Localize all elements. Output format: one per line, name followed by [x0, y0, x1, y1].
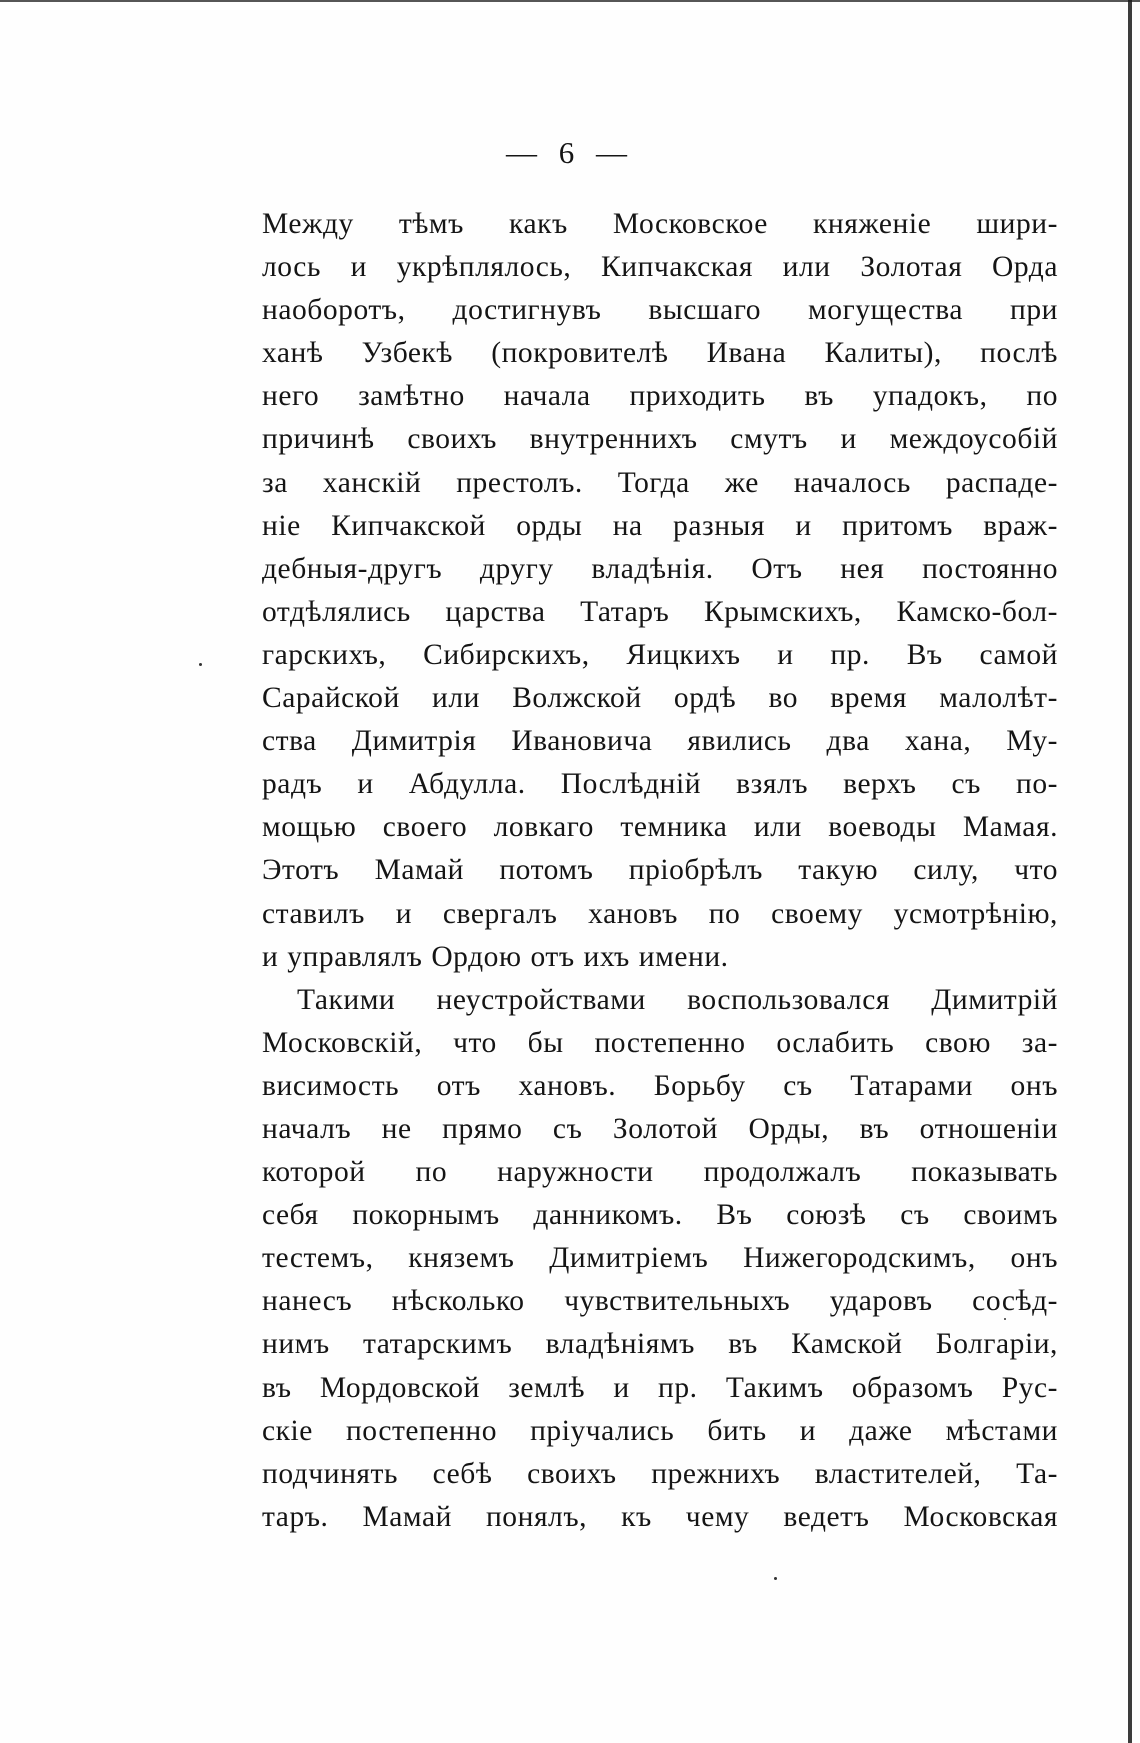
- text-line: Этотъ Мамай потомъ пріобрѣлъ такую силу, что: [262, 854, 1058, 887]
- text-line: и управлялъ Ордою отъ ихъ имени.: [262, 940, 729, 973]
- paragraph-2: [262, 979, 1058, 1539]
- text-line: мощью своего ловкаго темника или воеводы Мамая.: [262, 811, 1058, 844]
- text-line: Московскій, что бы постепенно ослабить свою за-: [262, 1026, 1058, 1059]
- paper-speck: [1004, 1318, 1006, 1320]
- text-line: гарскихъ, Сибирскихъ, Яицкихъ и пр. Въ самой: [262, 638, 1058, 671]
- text-line: лось и укрѣплялось, Кипчакская или Золотая Орда: [262, 251, 1058, 284]
- text-line: ства Димитрія Ивановича явились два хана, Му-: [262, 725, 1058, 758]
- text-line: него замѣтно начала приходить въ упадокъ, по: [262, 380, 1058, 413]
- paper-speck: [199, 663, 202, 666]
- text-line: нимъ татарскимъ владѣніямъ въ Камской Болгаріи,: [262, 1328, 1058, 1361]
- top-page-edge: [0, 0, 1140, 8]
- text-line: началъ не прямо съ Золотой Орды, въ отношеніи: [262, 1112, 1058, 1145]
- text-line: ханѣ Узбекѣ (покровителѣ Ивана Калиты), послѣ: [262, 337, 1058, 370]
- text-line: ставилъ и свергалъ хановъ по своему усмотрѣнію,: [262, 897, 1058, 930]
- text-line: нанесъ нѣсколько чувствительныхъ ударовъ сосѣд-: [262, 1285, 1058, 1318]
- text-line: скіе постепенно пріучались бить и даже мѣстами: [262, 1414, 1058, 1447]
- right-binding-edge: [1128, 0, 1132, 1743]
- paragraph-1: [262, 203, 1058, 979]
- text-line: подчинять себѣ своихъ прежнихъ властителей, Та-: [262, 1457, 1058, 1490]
- text-line: которой по наружности продолжалъ показывать: [262, 1156, 1058, 1189]
- text-line: за ханскій престолъ. Тогда же началось распаде-: [262, 466, 1058, 499]
- text-line: въ Мордовской землѣ и пр. Такимъ образомъ Рус-: [262, 1371, 1058, 1404]
- text-line: дебныя-другъ другу владѣнія. Отъ нея постоянно: [262, 552, 1058, 585]
- text-line: таръ. Мамай понялъ, къ чему ведетъ Московская: [262, 1500, 1058, 1533]
- text-line: висимость отъ хановъ. Борьбу съ Татарами онъ: [262, 1069, 1058, 1102]
- text-line: Между тѣмъ какъ Московское княженіе шири-: [262, 208, 1058, 240]
- text-line: радъ и Абдулла. Послѣдній взялъ верхъ съ по-: [262, 768, 1058, 801]
- page-number: — 6 —: [506, 135, 634, 170]
- text-line: тестемъ, княземъ Димитріемъ Нижегородскимъ, онъ: [262, 1242, 1058, 1275]
- text-line: Сарайской или Волжской ордѣ во время малолѣт-: [262, 682, 1058, 715]
- text-line: Такими неустройствами воспользовался Димитрій: [297, 983, 1058, 1016]
- text-line: ніе Кипчакской орды на разныя и притомъ враж-: [262, 509, 1058, 542]
- body-text: [262, 203, 1058, 1539]
- text-line: причинѣ своихъ внутреннихъ смутъ и междоусобій: [262, 423, 1058, 456]
- text-line: отдѣлялись царства Татаръ Крымскихъ, Камско-бол-: [262, 595, 1058, 628]
- paper-speck: [774, 1577, 777, 1580]
- text-line: себя покорнымъ данникомъ. Въ союзѣ съ своимъ: [262, 1199, 1058, 1232]
- text-line: наоборотъ, достигнувъ высшаго могущества при: [262, 294, 1058, 327]
